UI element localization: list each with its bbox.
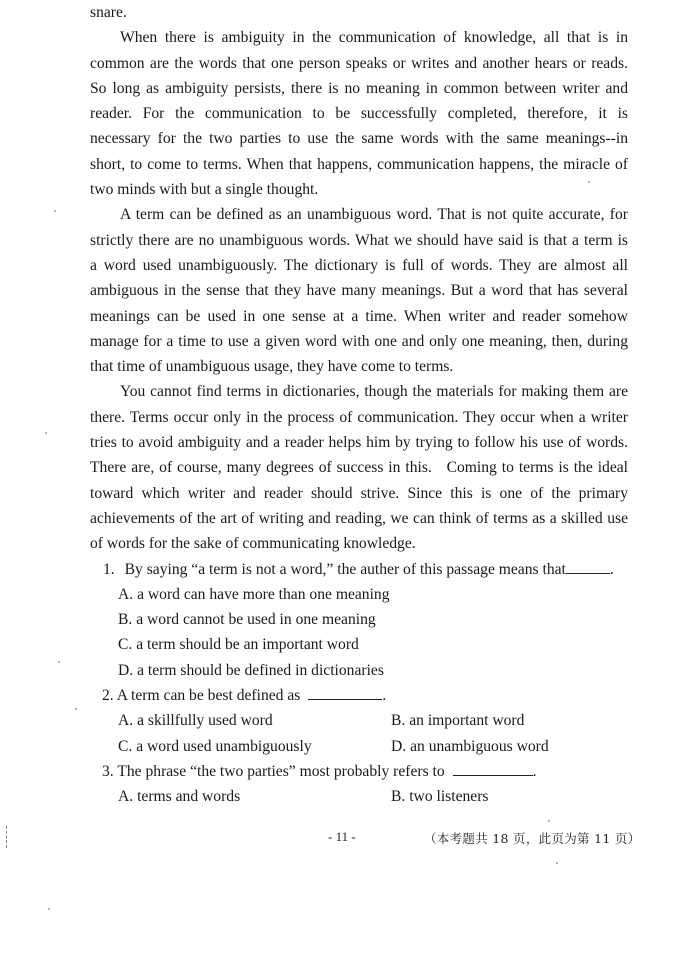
- passage-paragraph-1: [90, 25, 628, 202]
- passage-paragraph-3: [90, 379, 628, 556]
- text-line: ambiguous in the sense that they have many meanings. But a word that has several: [90, 282, 628, 300]
- option-text: a word cannot be used in one meaning: [136, 611, 376, 629]
- scan-speck: [58, 661, 60, 663]
- options-row: [90, 784, 628, 809]
- option-c[interactable]: [118, 734, 312, 759]
- option-text: a word used unambiguously: [136, 737, 312, 755]
- text-line: strictly there are no unambiguous words. What we should have said is that a term is: [90, 231, 628, 249]
- option-c[interactable]: [90, 632, 628, 657]
- passage-paragraph-2: [90, 202, 628, 379]
- page-content: [90, 0, 628, 810]
- scan-speck: [588, 181, 590, 183]
- option-text: terms and words: [137, 788, 241, 806]
- option-text: a word can have more than one meaning: [137, 585, 390, 603]
- text-line: of words for the sake of communicating knowledge.: [90, 535, 416, 553]
- option-letter: C.: [118, 636, 133, 654]
- question-text: The phrase “the two parties” most probably refers to: [117, 762, 445, 780]
- answer-blank[interactable]: [308, 685, 382, 700]
- option-letter: A.: [118, 712, 134, 730]
- scan-speck: [75, 708, 77, 710]
- question-2: [90, 683, 628, 759]
- option-a[interactable]: [118, 784, 240, 809]
- option-text: a term should be defined in dictionaries: [137, 661, 384, 679]
- question-3: [90, 759, 628, 810]
- text-line: When there is ambiguity in the communication of knowledge, all that is in: [120, 29, 628, 47]
- option-b[interactable]: [391, 708, 524, 733]
- question-number: 3.: [102, 762, 114, 780]
- text-line: there. Terms occur only in the process of communication. They occur when a writer: [90, 408, 628, 426]
- option-letter: B.: [118, 611, 133, 629]
- stem-period: .: [382, 687, 387, 705]
- text-line: There are, of course, many degrees of success in this. Coming to terms is the ideal: [90, 459, 628, 477]
- question-text: A term can be best defined as: [116, 687, 301, 705]
- option-letter: B.: [391, 788, 406, 806]
- stem-period: .: [532, 762, 537, 780]
- stem-period: .: [609, 560, 614, 578]
- option-text: an important word: [409, 712, 525, 730]
- question-stem: [90, 683, 628, 708]
- page-info: （本考题共 18 页，此页为第 11 页）: [424, 831, 641, 846]
- option-b[interactable]: [90, 607, 628, 632]
- option-text: a skillfully used word: [137, 712, 273, 730]
- text-line: manage for a time to use a given word with one and only one meaning, then, during: [90, 332, 628, 350]
- question-1: [90, 557, 628, 683]
- option-a[interactable]: [118, 708, 273, 733]
- option-letter: D.: [391, 737, 407, 755]
- text-line: You cannot find terms in dictionaries, though the materials for making them are: [120, 383, 628, 401]
- scan-speck: [48, 908, 50, 910]
- text-line: short, to come to terms. When that happens, communication happens, the miracle of: [90, 155, 628, 173]
- option-letter: A.: [118, 788, 134, 806]
- text-line: that time of unambiguous usage, they have come to terms.: [90, 358, 454, 376]
- text-line: A term can be defined as an unambiguous word. That is not quite accurate, for: [120, 206, 628, 224]
- question-stem: [90, 759, 628, 784]
- text-line: common are the words that one person speaks or writes and another hears or reads.: [90, 54, 628, 72]
- text-line: achievements of the art of writing and reading, we can think of terms as a skilled use: [90, 509, 628, 527]
- option-a[interactable]: [90, 582, 628, 607]
- text-line: a word used unambiguously. The dictionary is full of words. They are almost all: [90, 256, 628, 274]
- option-d[interactable]: [90, 658, 628, 683]
- text-line: meanings can be used in one sense at a time. When writer and reader somehow: [90, 307, 628, 325]
- text-line: necessary for the two parties to use the same words with the same meanings--in: [90, 130, 628, 148]
- page-number: - 11 -: [328, 829, 356, 844]
- text-line: So long as ambiguity persists, there is no meaning in common between writer and: [90, 79, 628, 97]
- option-letter: D.: [118, 661, 134, 679]
- question-text: By saying “a term is not a word,” the auther of this passage means that: [124, 560, 566, 578]
- question-number: 1.: [103, 560, 115, 578]
- option-b[interactable]: [391, 784, 488, 809]
- passage-fragment: snare.: [90, 4, 127, 21]
- scan-speck: [45, 432, 47, 434]
- option-d[interactable]: [391, 734, 549, 759]
- text-line: tries to avoid ambiguity and a reader helps him by trying to follow his use of words.: [90, 434, 628, 452]
- option-text: two listeners: [409, 788, 489, 806]
- option-letter: B.: [391, 712, 406, 730]
- option-text: an unambiguous word: [410, 737, 549, 755]
- scan-speck: [548, 820, 550, 822]
- options-row: [90, 734, 628, 759]
- text-line: toward which writer and reader should strive. Since this is one of the primary: [90, 484, 628, 502]
- option-text: a term should be an important word: [136, 636, 359, 654]
- scan-speck: [54, 210, 56, 212]
- option-letter: C.: [118, 737, 133, 755]
- question-stem: [90, 557, 628, 582]
- text-line: two minds with but a single thought.: [90, 181, 319, 199]
- text-line: reader. For the communication to be successfully completed, therefore, it is: [90, 105, 628, 123]
- option-letter: A.: [118, 585, 134, 603]
- answer-blank[interactable]: [453, 761, 533, 776]
- options-row: [90, 708, 628, 733]
- scan-speck: [556, 862, 558, 864]
- question-number: 2.: [102, 687, 114, 705]
- answer-blank[interactable]: [566, 559, 610, 574]
- scan-edge-mark: [6, 826, 9, 848]
